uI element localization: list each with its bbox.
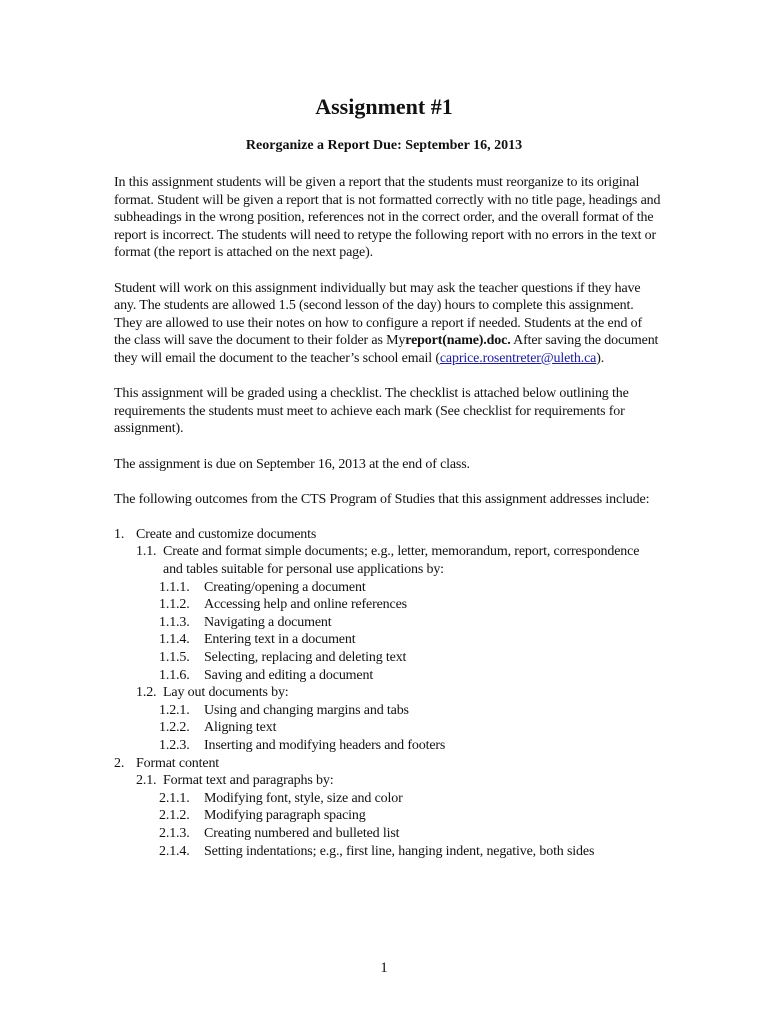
list-item-number: 1.2.3.: [159, 738, 190, 753]
list-item-number: 2.1.4.: [159, 843, 190, 859]
list-item-number: 1.1.6.: [159, 667, 190, 683]
list-item-number: 1.1.4.: [159, 632, 190, 648]
list-item: [114, 649, 662, 667]
list-item-text: Create and format simple documents; e.g., letter, memorandum, report, correspondence and tables suitable for personal use applications by:: [163, 544, 640, 578]
instructions-text-3: ).: [596, 350, 605, 366]
list-item: [114, 825, 662, 843]
instructions-text-1: Student will work on this assignment individually but may ask the teacher questions if they have any. The students are allowed 1.5 (second lesson of the day) hours to complete this assignment. They are allowed to use their notes on how to configure a report if needed. Students at the end of the class will save the document to their folder as My: [114, 280, 643, 349]
list-item-number: 2.1.3.: [159, 825, 190, 841]
page-title: Assignment #1: [315, 94, 453, 119]
list-item-text: Navigating a document: [204, 614, 332, 630]
page-number: 1: [380, 960, 388, 976]
list-item: [114, 579, 662, 597]
page-subtitle: Reorganize a Report Due: September 16, 2013: [245, 138, 523, 153]
outcomes-list: [114, 526, 662, 860]
list-item: [114, 631, 662, 649]
list-item-number: 1.2.: [136, 685, 157, 701]
list-item-text: Lay out documents by:: [163, 685, 289, 701]
list-item-number: 1.1.5.: [159, 650, 190, 666]
list-item-number: 1.1.: [136, 544, 157, 560]
list-item-number: 1.2.1.: [159, 702, 190, 718]
list-item-text: Entering text in a document: [204, 632, 356, 648]
list-item-text: Create and customize documents: [136, 526, 317, 542]
list-item: [114, 790, 662, 808]
list-item-number: 1.1.3.: [159, 614, 190, 630]
email-link[interactable]: caprice.rosentreter@uleth.ca: [439, 350, 597, 366]
list-item-number: 2.1.2.: [159, 808, 190, 824]
list-item-number: 1.1.2.: [159, 597, 190, 613]
list-item-text: Modifying paragraph spacing: [204, 808, 366, 824]
list-item: [114, 543, 662, 578]
filename-text: report(name).doc.: [405, 333, 511, 349]
list-item-number: 1.1.1.: [159, 579, 190, 595]
list-item: [114, 614, 662, 632]
list-item-number: 1.2.2.: [159, 720, 190, 736]
grading-paragraph: This assignment will be graded using a checklist. The checklist is attached below outlining the requirements the students must meet to achieve each mark (See checklist for requirements for assignment).: [114, 386, 629, 437]
list-item: [114, 807, 662, 825]
list-item: [114, 702, 662, 720]
list-item: [114, 755, 662, 773]
list-item-text: Creating numbered and bulleted list: [204, 825, 400, 841]
list-item: [114, 667, 662, 685]
list-item-number: 2.1.: [136, 773, 157, 789]
list-item: [114, 737, 662, 755]
list-item-number: 2.: [114, 755, 125, 771]
list-item: [114, 596, 662, 614]
list-item-text: Using and changing margins and tabs: [204, 702, 409, 718]
list-item-text: Setting indentations; e.g., first line, hanging indent, negative, both sides: [204, 843, 595, 859]
list-item: [114, 772, 662, 790]
list-item: [114, 684, 662, 702]
list-item-text: Format content: [136, 755, 220, 771]
list-item-number: 1.: [114, 526, 125, 542]
list-item-text: Creating/opening a document: [204, 579, 366, 595]
list-item: [114, 526, 662, 544]
instructions-paragraph: [114, 280, 662, 368]
outcomes-intro-paragraph: The following outcomes from the CTS Program of Studies that this assignment addresses include:: [114, 491, 650, 507]
list-item-number: 2.1.1.: [159, 790, 190, 806]
list-item: [114, 719, 662, 737]
intro-paragraph: In this assignment students will be given a report that the students must reorganize to its original format. Student will be given a report that is not formatted correctly with no title page, headings and subheadings in the wrong position, references not in the correct order, and the overall format of the report is incorrect. The students will need to retype the following report with no errors in the text or format (the report is attached on the next page).: [114, 175, 661, 261]
instructions-text-2: After saving the document they will email the document to the teacher’s school email (: [114, 333, 659, 366]
list-item-text: Modifying font, style, size and color: [204, 790, 403, 806]
list-item-text: Format text and paragraphs by:: [163, 773, 334, 789]
document-body: [114, 174, 662, 860]
due-date-paragraph: The assignment is due on September 16, 2013 at the end of class.: [114, 456, 470, 472]
list-item-text: Accessing help and online references: [204, 597, 407, 613]
list-item-text: Saving and editing a document: [204, 667, 374, 683]
list-item-text: Inserting and modifying headers and footers: [204, 738, 446, 753]
list-item-text: Aligning text: [204, 720, 277, 736]
list-item-text: Selecting, replacing and deleting text: [204, 650, 407, 666]
list-item: [114, 843, 662, 861]
